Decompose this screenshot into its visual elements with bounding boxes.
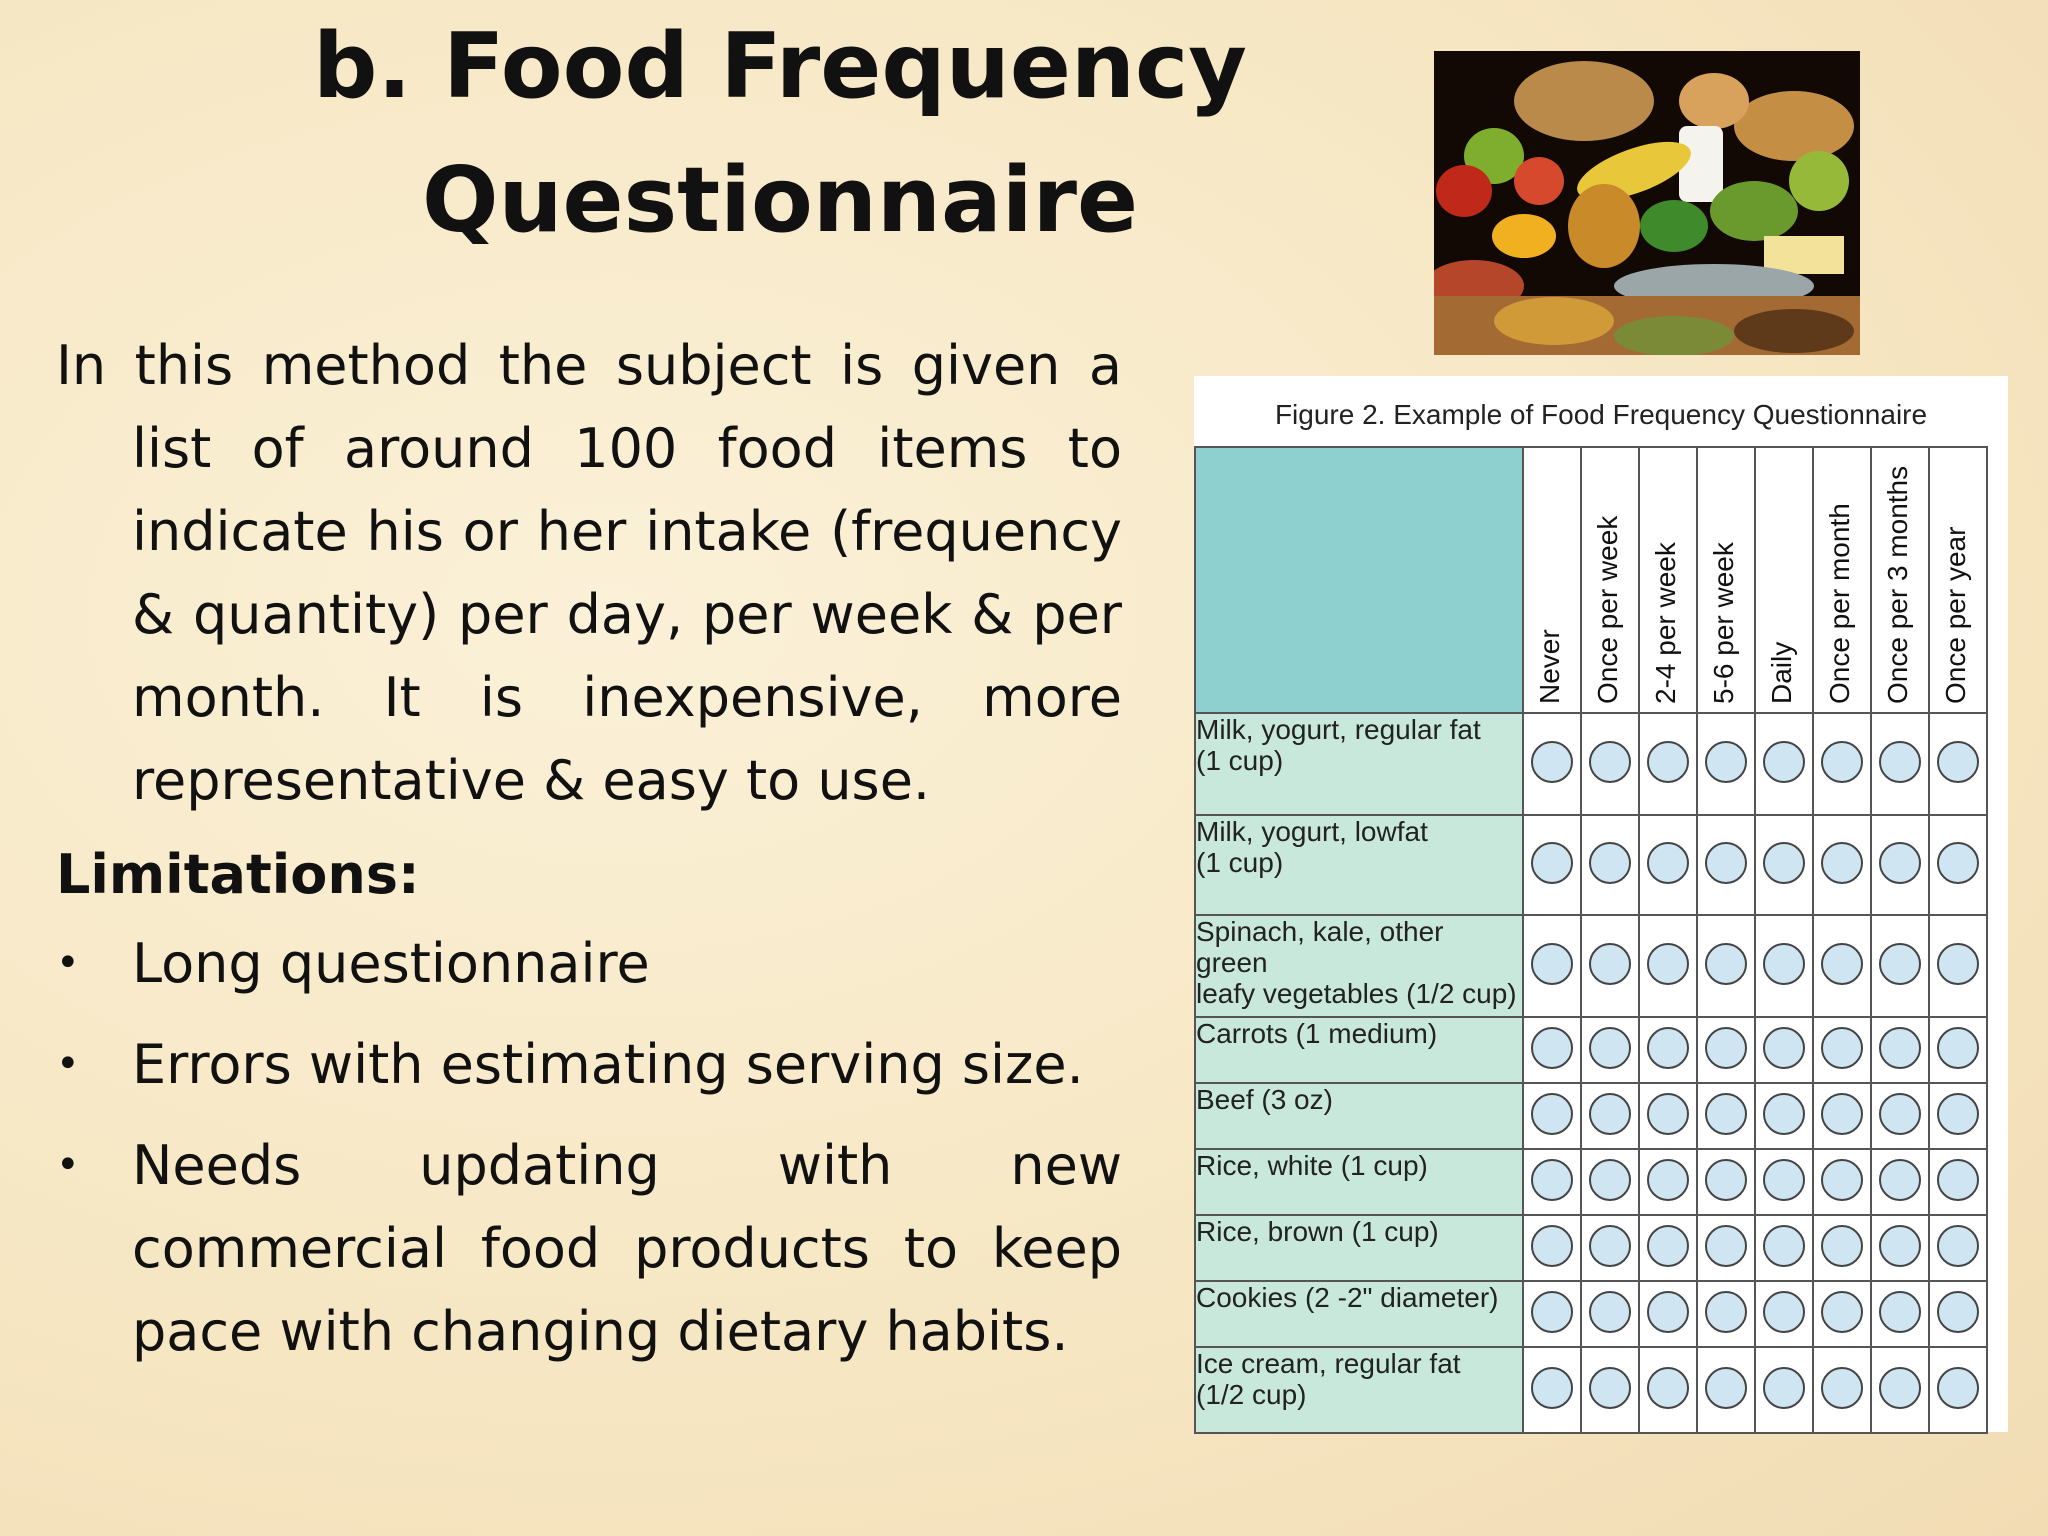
food-item-label: Carrots (1 medium) [1196,1018,1438,1049]
radio-cell [1813,1149,1871,1215]
food-item-cell [1195,1215,1523,1281]
radio-option[interactable] [1879,1027,1921,1069]
frequency-label: Never [1534,629,1565,704]
radio-cell [1581,713,1639,815]
radio-cell [1871,713,1929,815]
radio-cell [1523,1281,1581,1347]
food-item-cell [1195,815,1523,915]
radio-cell [1639,915,1697,1017]
radio-cell [1929,1347,1987,1433]
radio-option[interactable] [1937,1367,1979,1409]
radio-option[interactable] [1937,1291,1979,1333]
food-item-cell [1195,1347,1523,1433]
radio-cell [1871,1347,1929,1433]
radio-option[interactable] [1531,1093,1573,1135]
limitation-text: Needs updating with new commercial food products to keep pace with changing dietary habits. [132,1134,1122,1363]
frequency-label: 5-6 per week [1708,542,1739,704]
food-item-label: Spinach, kale, other green [1196,916,1444,978]
radio-cell [1813,1281,1871,1347]
radio-cell [1523,1149,1581,1215]
limitation-item [56,1124,1122,1373]
radio-option[interactable] [1879,1093,1921,1135]
radio-option[interactable] [1763,1291,1805,1333]
frequency-header [1639,447,1697,713]
food-item-label: Cookies (2 -2" diameter) [1196,1282,1499,1313]
radio-cell [1697,1281,1755,1347]
limitations-heading: Limitations: [56,843,420,906]
bullet-icon: • [56,1041,80,1087]
radio-option[interactable] [1763,1159,1805,1201]
food-item-label: Ice cream, regular fat [1196,1348,1461,1379]
food-item-cell [1195,1281,1523,1347]
radio-cell [1813,1083,1871,1149]
radio-cell [1871,1017,1929,1083]
radio-cell [1523,915,1581,1017]
radio-option[interactable] [1821,842,1863,884]
radio-cell [1581,1017,1639,1083]
radio-cell [1639,815,1697,915]
food-item-label: Beef (3 oz) [1196,1084,1333,1115]
food-item-cell [1195,1017,1523,1083]
radio-option[interactable] [1937,741,1979,783]
radio-option[interactable] [1821,1093,1863,1135]
radio-option[interactable] [1821,1225,1863,1267]
radio-option[interactable] [1647,741,1689,783]
table-row [1195,1149,1987,1215]
radio-cell [1581,815,1639,915]
radio-option[interactable] [1705,741,1747,783]
radio-option[interactable] [1879,1367,1921,1409]
radio-option[interactable] [1531,1291,1573,1333]
radio-option[interactable] [1937,943,1979,985]
radio-option[interactable] [1763,943,1805,985]
food-item-cell [1195,1083,1523,1149]
radio-option[interactable] [1763,1367,1805,1409]
radio-option[interactable] [1705,943,1747,985]
radio-cell [1871,1083,1929,1149]
radio-cell [1755,815,1813,915]
food-item-label: Milk, yogurt, lowfat [1196,816,1428,847]
radio-option[interactable] [1647,1027,1689,1069]
radio-cell [1639,1017,1697,1083]
radio-option[interactable] [1879,943,1921,985]
radio-cell [1929,915,1987,1017]
radio-option[interactable] [1763,1093,1805,1135]
radio-cell [1581,1347,1639,1433]
radio-option[interactable] [1705,1159,1747,1201]
radio-option[interactable] [1531,1367,1573,1409]
radio-cell [1929,1017,1987,1083]
frequency-label: Once per year [1940,526,1971,704]
food-item-label: Rice, brown (1 cup) [1196,1216,1439,1247]
radio-option[interactable] [1937,1159,1979,1201]
radio-option[interactable] [1589,1225,1631,1267]
radio-cell [1697,1083,1755,1149]
food-assortment-image [1434,51,1860,355]
radio-cell [1697,815,1755,915]
table-row [1195,1347,1987,1433]
radio-option[interactable] [1821,1291,1863,1333]
table-row [1195,1083,1987,1149]
radio-cell [1871,1281,1929,1347]
radio-cell [1755,915,1813,1017]
ffq-figure [1194,376,2008,1432]
food-item-portion: leafy vegetables (1/2 cup) [1196,978,1517,1009]
radio-cell [1697,1215,1755,1281]
limitation-item [56,922,1122,1005]
limitations-list [56,922,1122,1373]
radio-cell [1813,713,1871,815]
radio-option[interactable] [1937,1027,1979,1069]
radio-cell [1697,1149,1755,1215]
frequency-label: Daily [1766,641,1797,704]
radio-cell [1929,1281,1987,1347]
radio-option[interactable] [1647,1159,1689,1201]
radio-option[interactable] [1937,1225,1979,1267]
radio-cell [1697,1017,1755,1083]
food-item-cell [1195,915,1523,1017]
radio-option[interactable] [1821,741,1863,783]
frequency-label: Once per 3 months [1882,465,1913,704]
radio-cell [1813,915,1871,1017]
radio-cell [1581,1083,1639,1149]
table-row [1195,1017,1987,1083]
title-line-1: b. Food Frequency [313,14,1247,119]
radio-option[interactable] [1531,1027,1573,1069]
radio-cell [1929,1083,1987,1149]
table-row [1195,713,1987,815]
radio-cell [1813,1215,1871,1281]
radio-option[interactable] [1589,741,1631,783]
frequency-header [1929,447,1987,713]
table-row [1195,1281,1987,1347]
radio-option[interactable] [1647,842,1689,884]
radio-cell [1523,815,1581,915]
radio-cell [1523,713,1581,815]
radio-option[interactable] [1647,1291,1689,1333]
radio-option[interactable] [1705,1225,1747,1267]
radio-cell [1523,1215,1581,1281]
frequency-header-row [1195,447,1987,713]
radio-option[interactable] [1705,1291,1747,1333]
radio-cell [1929,1149,1987,1215]
radio-cell [1755,1017,1813,1083]
frequency-label: Once per month [1824,503,1855,704]
radio-cell [1523,1083,1581,1149]
slide-body [56,324,1122,1373]
radio-cell [1755,1281,1813,1347]
radio-option[interactable] [1589,943,1631,985]
radio-cell [1523,1347,1581,1433]
method-description: In this method the subject is given a list of around 100 food items to indicate his or her intake (frequency & quantity) per day, per week & per month. It is inexpensive, more representative & easy to use. [56,334,1122,812]
ffq-table [1194,446,1988,1434]
food-item-cell [1195,1149,1523,1215]
frequency-header [1871,447,1929,713]
radio-option[interactable] [1589,1093,1631,1135]
title-line-2: Questionnaire [421,148,1139,253]
radio-cell [1581,1215,1639,1281]
radio-option[interactable] [1821,1027,1863,1069]
frequency-header [1813,447,1871,713]
radio-option[interactable] [1531,1225,1573,1267]
radio-option[interactable] [1589,1159,1631,1201]
radio-cell [1581,1281,1639,1347]
radio-cell [1755,1149,1813,1215]
radio-option[interactable] [1531,943,1573,985]
frequency-label: 2-4 per week [1650,542,1681,704]
radio-cell [1639,1083,1697,1149]
food-item-portion: (1 cup) [1196,745,1284,776]
bullet-icon: • [56,1142,80,1188]
radio-cell [1755,1083,1813,1149]
radio-option[interactable] [1647,1367,1689,1409]
food-item-label: Milk, yogurt, regular fat [1196,714,1481,745]
radio-option[interactable] [1531,1159,1573,1201]
radio-option[interactable] [1589,1291,1631,1333]
table-corner [1195,447,1523,713]
radio-cell [1929,713,1987,815]
food-item-portion: (1 cup) [1196,847,1284,878]
radio-option[interactable] [1763,1027,1805,1069]
frequency-label: Once per week [1592,515,1623,704]
radio-option[interactable] [1647,1225,1689,1267]
radio-cell [1755,1347,1813,1433]
food-item-cell [1195,713,1523,815]
radio-cell [1871,915,1929,1017]
radio-cell [1813,1347,1871,1433]
radio-option[interactable] [1531,842,1573,884]
radio-cell [1697,713,1755,815]
radio-option[interactable] [1821,1159,1863,1201]
radio-option[interactable] [1763,741,1805,783]
radio-option[interactable] [1531,741,1573,783]
radio-option[interactable] [1879,1225,1921,1267]
radio-option[interactable] [1879,1291,1921,1333]
radio-option[interactable] [1879,1159,1921,1201]
radio-option[interactable] [1705,1093,1747,1135]
radio-option[interactable] [1589,842,1631,884]
radio-cell [1697,1347,1755,1433]
radio-cell [1697,915,1755,1017]
radio-option[interactable] [1705,842,1747,884]
food-item-portion: (1/2 cup) [1196,1379,1307,1410]
radio-option[interactable] [1705,1027,1747,1069]
radio-cell [1581,915,1639,1017]
radio-cell [1755,1215,1813,1281]
radio-cell [1639,1149,1697,1215]
table-row [1195,815,1987,915]
radio-option[interactable] [1821,1367,1863,1409]
radio-option[interactable] [1821,943,1863,985]
table-row [1195,915,1987,1017]
radio-cell [1929,1215,1987,1281]
radio-cell [1871,1149,1929,1215]
radio-option[interactable] [1937,842,1979,884]
radio-option[interactable] [1879,842,1921,884]
radio-cell [1929,815,1987,915]
radio-cell [1813,1017,1871,1083]
radio-option[interactable] [1589,1027,1631,1069]
frequency-header [1755,447,1813,713]
frequency-header [1581,447,1639,713]
radio-option[interactable] [1705,1367,1747,1409]
frequency-header [1523,447,1581,713]
bullet-icon: • [56,940,80,986]
radio-cell [1639,1347,1697,1433]
radio-cell [1871,1215,1929,1281]
limitation-text: Long questionnaire [132,932,650,995]
radio-option[interactable] [1647,1093,1689,1135]
figure-caption: Figure 2. Example of Food Frequency Questionnaire [1274,399,1928,430]
frequency-header [1697,447,1755,713]
radio-cell [1639,713,1697,815]
radio-option[interactable] [1647,943,1689,985]
radio-cell [1871,815,1929,915]
radio-cell [1523,1017,1581,1083]
radio-cell [1755,713,1813,815]
limitation-item [56,1023,1122,1106]
limitation-text: Errors with estimating serving size. [132,1033,1084,1096]
radio-cell [1639,1281,1697,1347]
slide-title [230,0,1330,268]
radio-option[interactable] [1763,842,1805,884]
table-row [1195,1215,1987,1281]
radio-option[interactable] [1937,1093,1979,1135]
food-item-label: Rice, white (1 cup) [1196,1150,1428,1181]
radio-cell [1581,1149,1639,1215]
radio-cell [1639,1215,1697,1281]
radio-cell [1813,815,1871,915]
radio-option[interactable] [1879,741,1921,783]
radio-option[interactable] [1589,1367,1631,1409]
radio-option[interactable] [1763,1225,1805,1267]
